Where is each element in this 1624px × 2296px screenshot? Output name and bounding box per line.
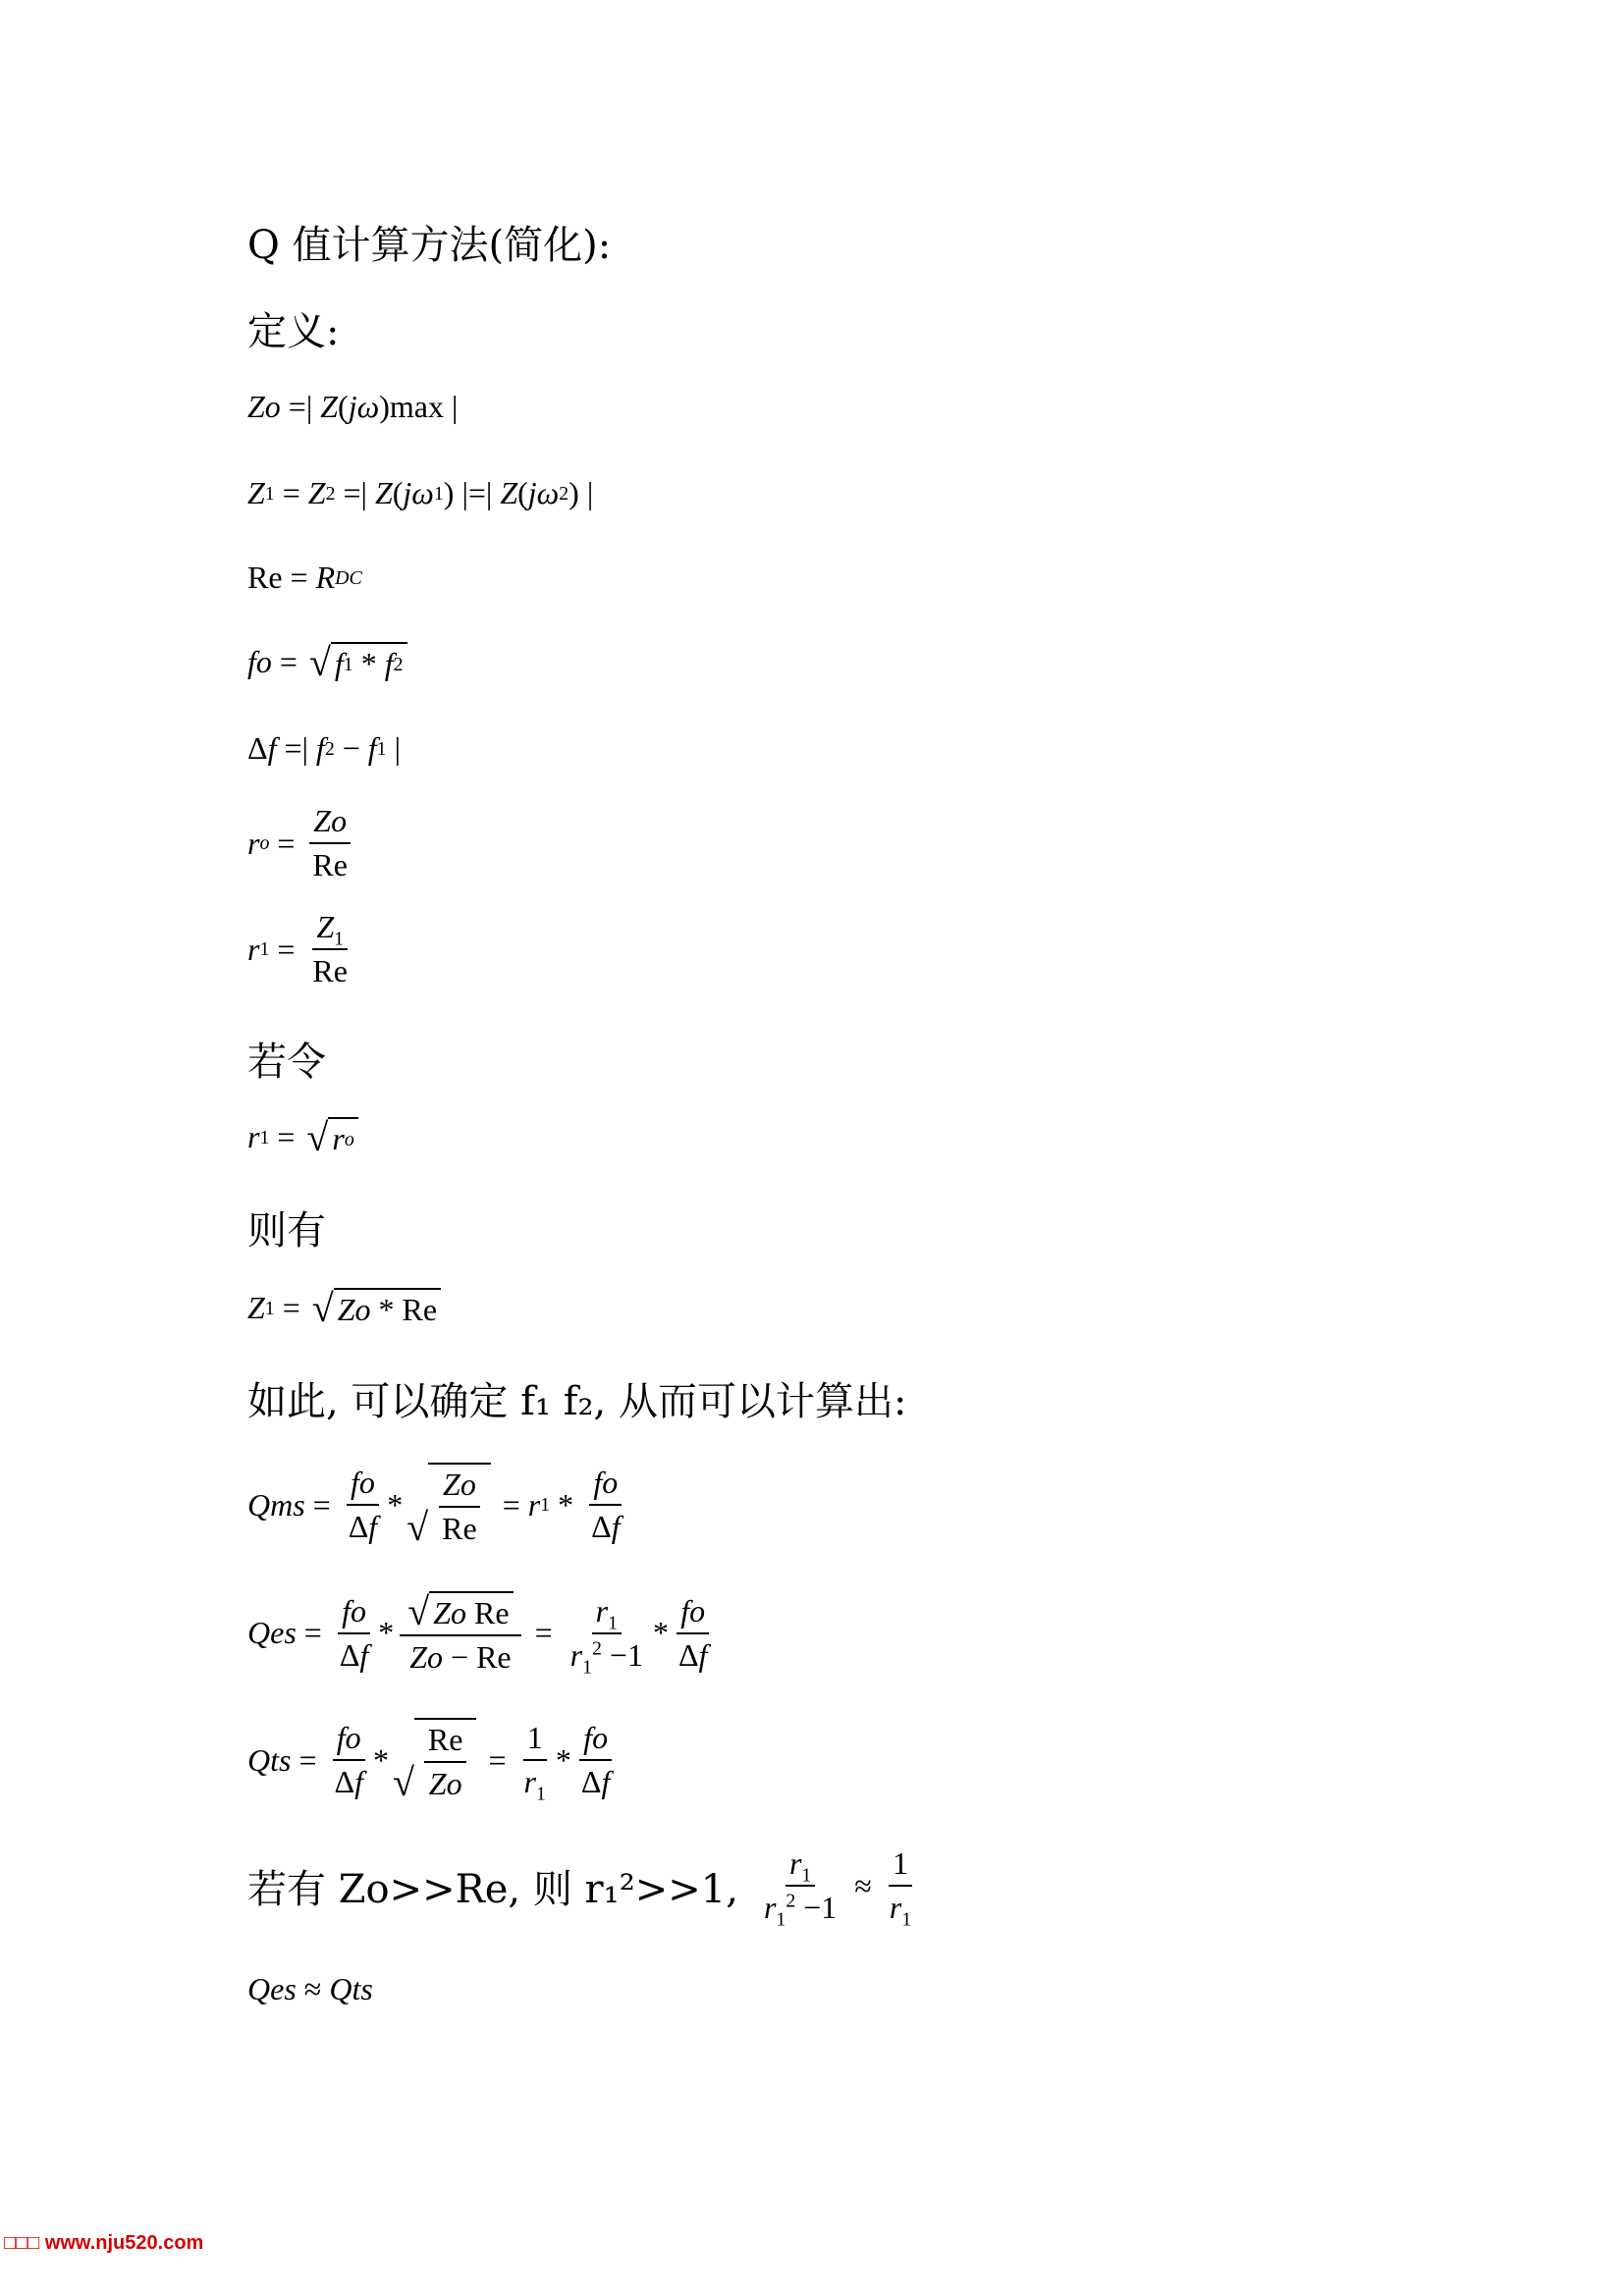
if-label: 若令 xyxy=(247,1040,326,1085)
equation-re: Re = R DC xyxy=(247,560,362,595)
then-label: 则有 xyxy=(247,1208,326,1254)
equation-delta-f: Δ f =| f 2 − f 1 | xyxy=(247,730,401,766)
approx-line xyxy=(247,1845,921,1931)
equation-qts: Qts = $\frac{fo}{\Delta f}$ * √ $\frac{Re}{Zo}$ = $\frac{1}{r_1}$ * $\frac{fo}{\Delta f}$ xyxy=(247,1720,611,1805)
equation-z1-sqrt: Z 1 = √ Zo * Re xyxy=(247,1288,445,1328)
determine-text: 如此, 可以确定 f₁ f₂, 从而可以计算出: xyxy=(247,1379,907,1424)
equation-fo: fo = √ f 1 * f 2 xyxy=(247,642,411,682)
equation-z1-z2: Z 1 = Z 2 =| Z ( jω 1 ) |=| Z ( jω 2 ) | xyxy=(247,475,594,510)
equation-zo: Zo =| Z ( jω )max | xyxy=(247,389,459,424)
watermark: □□□ www.nju520.com xyxy=(4,2232,204,2254)
equation-r1: r 1 = $\frac{Z_1}{Re}$ xyxy=(247,909,348,988)
definition-label: 定义: xyxy=(247,309,340,354)
approx-text: 若有 Zo>>Re, 则 r₁²>>1, xyxy=(247,1866,738,1912)
equation-qms: Qms = $\frac{fo}{\Delta f}$ * √ $\frac{Zo}{Re}$ = r 1 * $\frac{fo}{\Delta f}$ xyxy=(247,1465,621,1549)
approx-equation: $\frac{r_1}{r_1^2 -1}$ ≈ $\frac{1}{r_1}$ xyxy=(763,1845,912,1931)
equation-ro: r o = $\frac{Zo}{Re}$ xyxy=(247,803,357,883)
heading: Q 值计算方法(简化): xyxy=(247,223,612,268)
equation-final: Qes ≈ Qts xyxy=(247,1971,373,2006)
equation-r1-sqrt: r 1 = √ r o xyxy=(247,1117,362,1157)
equation-qes: Qes = $\frac{fo}{\Delta f}$ * √ Zo Re Zo − Re = $\frac{r_1}{r_1^2 -1}$ * $\frac{fo}{\Delta f}$ xyxy=(247,1589,708,1678)
